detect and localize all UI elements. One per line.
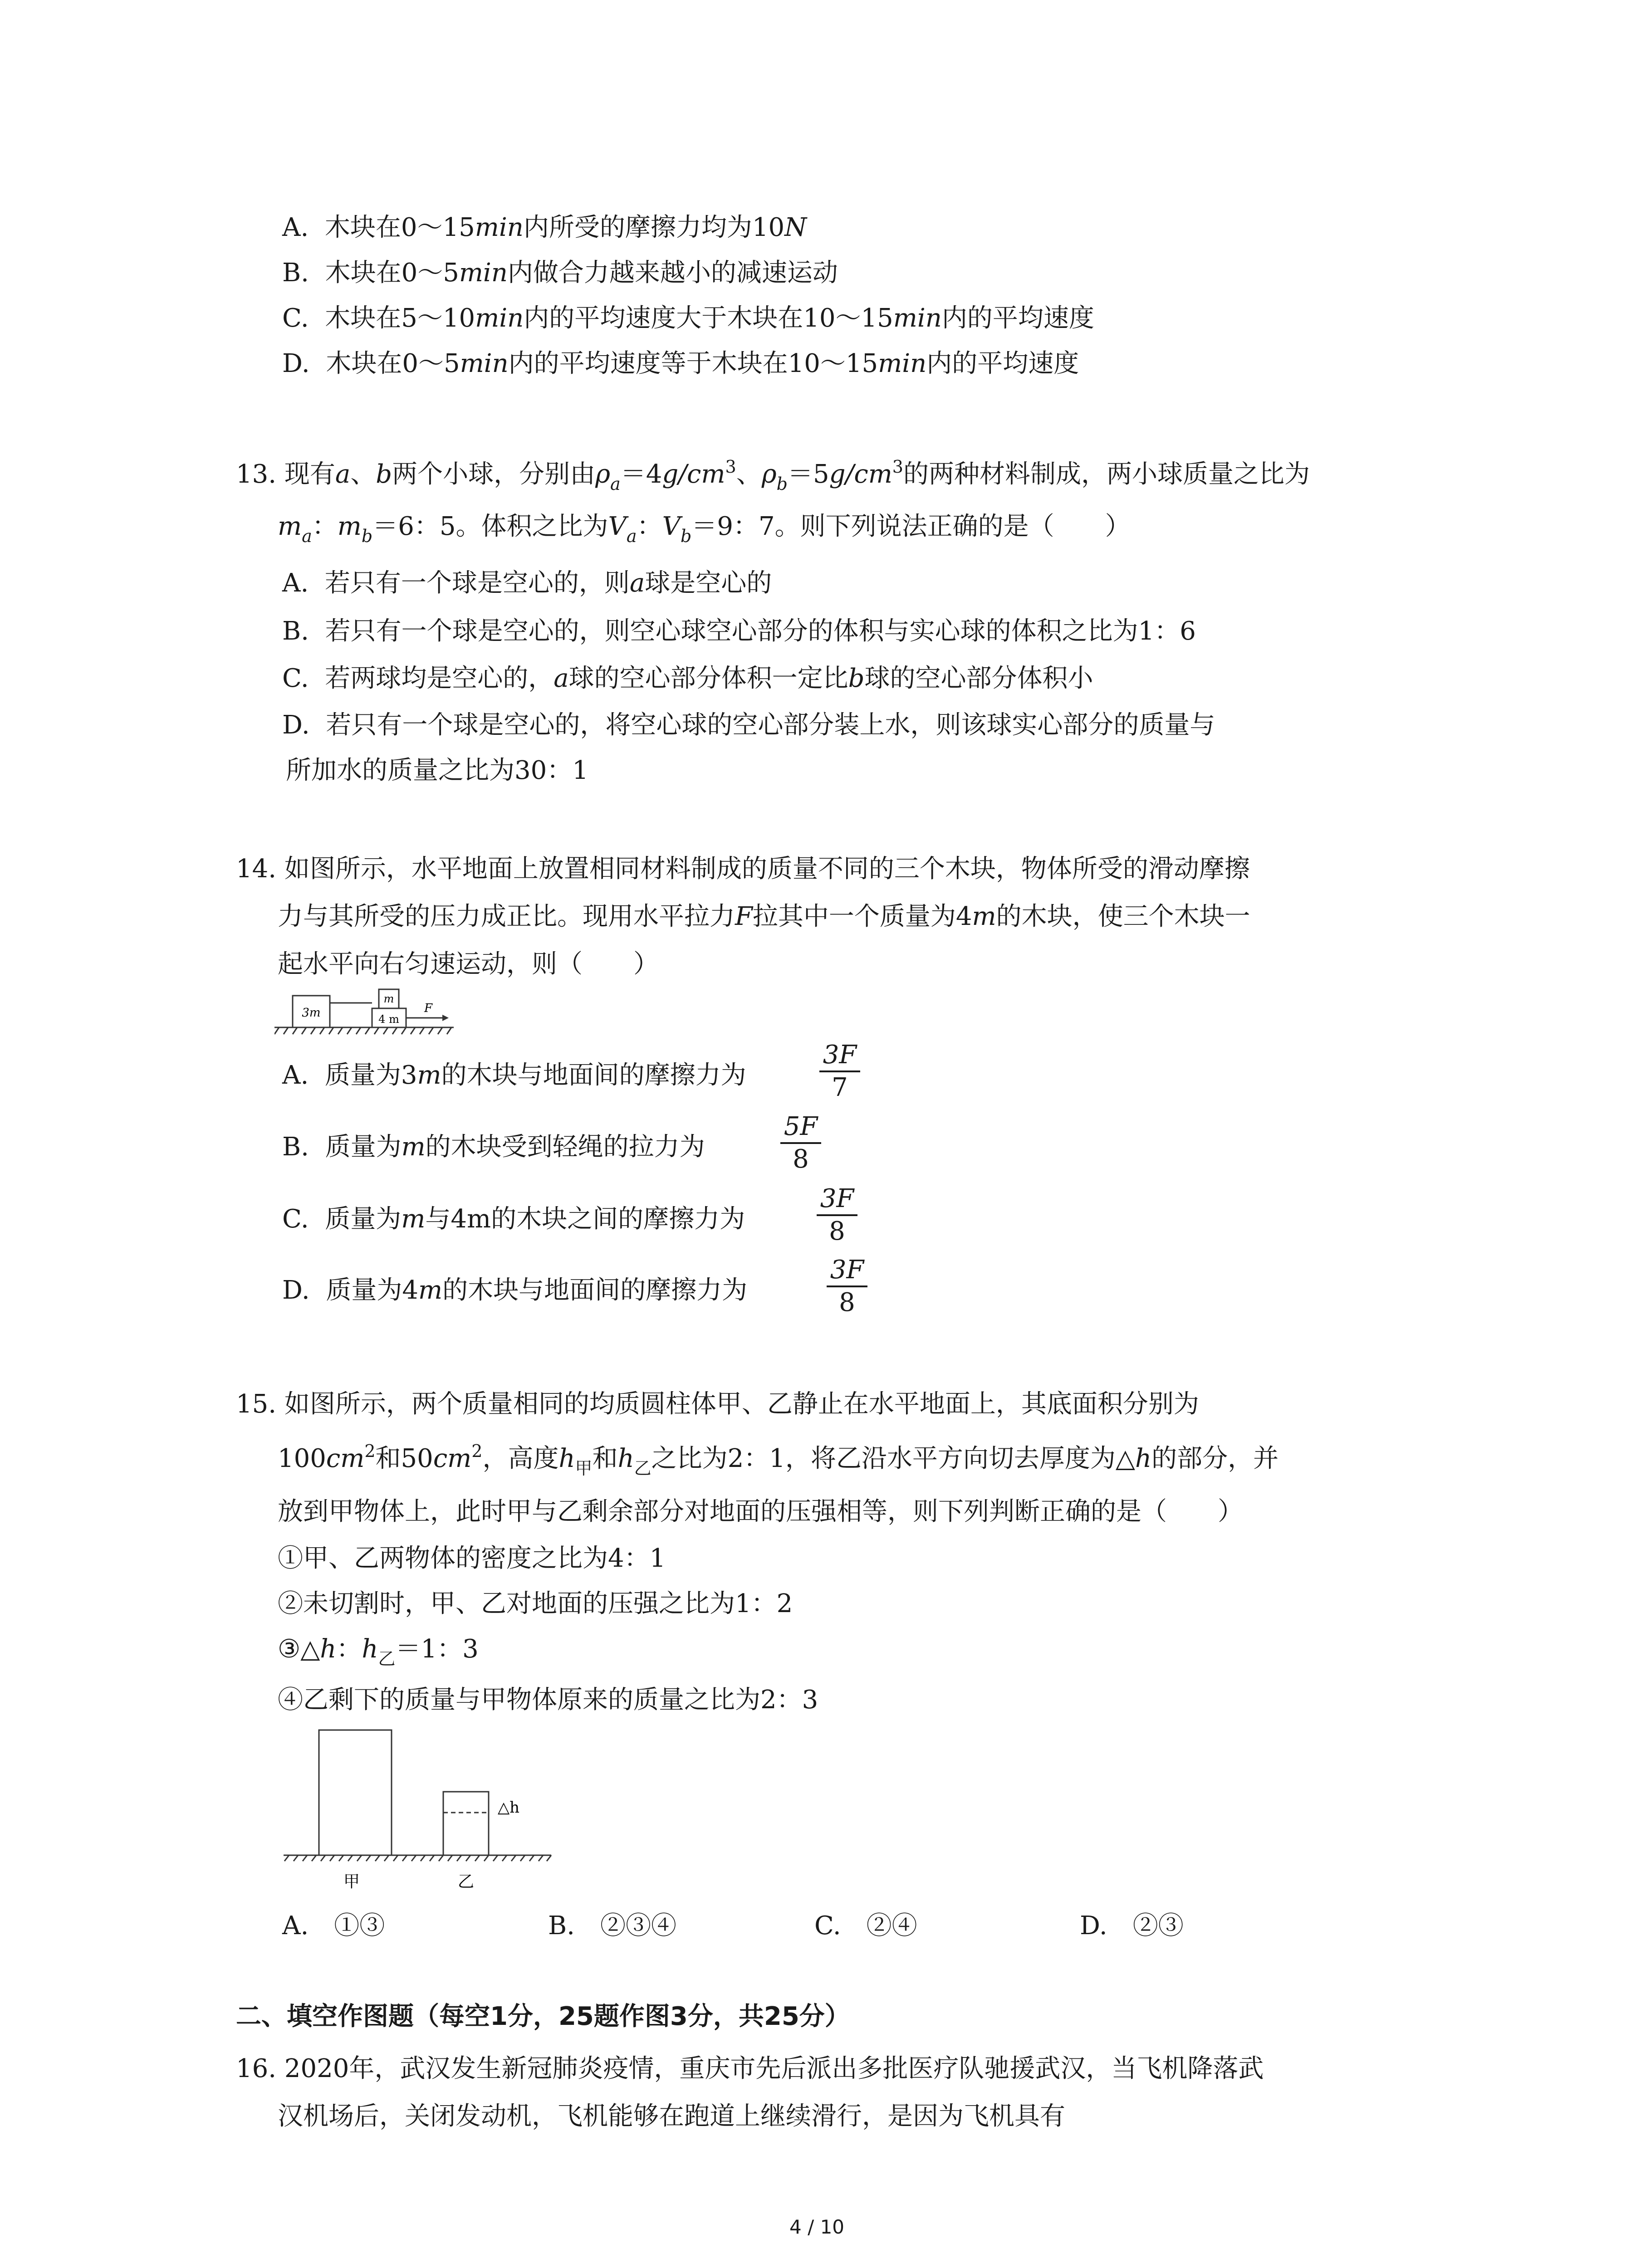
q12-option-d: D. 木块在0～5min内的平均速度等于木块在10～15min内的平均速度	[282, 349, 1079, 378]
q15-option-a: A. ①③	[282, 1911, 385, 1941]
q13-option-a: A. 若只有一个球是空心的，则a球是空心的	[282, 568, 772, 598]
q15-option-b: B. ②③④	[548, 1911, 676, 1941]
q13-stem-line2: $m_a$：$m_b=6$：5。体积之比为$V_a$：$V_b=9$：7。则下列说法正确的是（ ）	[278, 512, 1131, 546]
label-F: F	[424, 1002, 433, 1015]
label-jia: 甲	[343, 1872, 360, 1891]
q12-option-c: C. 木块在5～10min内的平均速度大于木块在10～15min内的平均速度	[282, 303, 1094, 333]
arrow-head-icon	[442, 1015, 449, 1021]
q15-stem-line1: 15. 如图所示，两个质量相同的均质圆柱体甲、乙静止在水平地面上，其底面积分别为	[236, 1389, 1199, 1419]
ground-hatch	[284, 1855, 551, 1861]
q15-statement-3: ③△h：$h_乙=1$：3	[278, 1634, 479, 1669]
q14-option-b-fraction: 5F 8	[780, 1111, 821, 1175]
q15-stem-line3: 放到甲物体上，此时甲与乙剩余部分对地面的压强相等，则下列判断正确的是（ ）	[278, 1497, 1243, 1526]
q13-option-d-line2: 所加水的质量之比为30：1	[286, 756, 588, 785]
option-label: A.	[282, 213, 309, 242]
q13-option-b: B. 若只有一个球是空心的，则空心球空心部分的体积与实心球的体积之比为1：6	[282, 616, 1196, 646]
q15-statement-4: ④乙剩下的质量与甲物体原来的质量之比为2：3	[278, 1685, 818, 1715]
q15-statement-2: ②未切割时，甲、乙对地面的压强之比为1：2	[278, 1589, 793, 1618]
q14-figure	[274, 982, 456, 1050]
label-delta-h: △h	[498, 1799, 520, 1817]
q15-figure	[284, 1724, 565, 1905]
q16-stem-line2: 汉机场后，关闭发动机，飞机能够在跑道上继续滑行，是因为飞机具有	[278, 2102, 1065, 2131]
option-label: C.	[282, 303, 309, 333]
q16-stem-line1: 16. 2020年，武汉发生新冠肺炎疫情，重庆市先后派出多批医疗队驰援武汉，当飞机降落武	[236, 2054, 1264, 2083]
q15-stem-line2: $100cm^2$和$50cm^2$，高度$h_甲$和$h_乙$之比为2：1，将乙沿水平方向切去厚度为△h的部分，并	[278, 1441, 1279, 1478]
page-number: 4 / 10	[789, 2216, 845, 2238]
question-number: 15.	[236, 1389, 277, 1419]
q13-stem-line1: 13. 现有a、b两个小球，分别由$\rho_a=4g/cm^3$、$\rho_b=5g/cm^3$的两种材料制成，两小球质量之比为	[236, 457, 1310, 494]
option-label: D.	[282, 349, 310, 378]
q14-option-b: B. 质量为m的木块受到轻绳的拉力为	[282, 1132, 705, 1162]
q14-stem-line2: 力与其所受的压力成正比。现用水平拉力F拉其中一个质量为4m的木块，使三个木块一	[278, 902, 1250, 931]
ground-hatch	[274, 1027, 454, 1034]
q14-stem-line1: 14. 如图所示，水平地面上放置相同材料制成的质量不同的三个木块，物体所受的滑动摩擦	[236, 854, 1250, 884]
q14-option-a-fraction: 3F 7	[819, 1040, 860, 1103]
q14-option-a: A. 质量为3m的木块与地面间的摩擦力为	[282, 1061, 746, 1090]
section-heading: 二、填空作图题（每空1分，25题作图3分，共25分）	[236, 2002, 850, 2031]
question-number: 16.	[236, 2054, 277, 2083]
q13-option-c: C. 若两球均是空心的，a球的空心部分体积一定比b球的空心部分体积小	[282, 664, 1093, 693]
q12-option-a: A. 木块在0～15min内所受的摩擦力均为10N	[282, 213, 807, 242]
question-number: 13.	[236, 459, 277, 489]
q14-option-d-fraction: 3F 8	[827, 1255, 867, 1318]
q15-option-c: C. ②④	[814, 1911, 917, 1941]
question-number: 14.	[236, 854, 277, 884]
option-label: B.	[282, 258, 309, 288]
label-m: m	[383, 992, 394, 1005]
q14-stem-line3: 起水平向右匀速运动，则（ ）	[278, 949, 659, 979]
q15-option-d: D. ②③	[1080, 1911, 1184, 1941]
q12-option-b: B. 木块在0～5min内做合力越来越小的减速运动	[282, 258, 838, 288]
label-yi: 乙	[457, 1872, 475, 1891]
label-3m: 3m	[302, 1006, 321, 1020]
cylinder-jia	[319, 1730, 392, 1855]
q14-option-c: C. 质量为m与4m的木块之间的摩擦力为	[282, 1204, 745, 1234]
q14-option-d: D. 质量为4m的木块与地面间的摩擦力为	[282, 1276, 748, 1305]
label-4m: 4 m	[378, 1013, 399, 1026]
q13-option-d-line1: D. 若只有一个球是空心的，将空心球的空心部分装上水，则该球实心部分的质量与	[282, 710, 1215, 740]
q14-option-c-fraction: 3F 8	[817, 1183, 857, 1247]
q15-statement-1: ①甲、乙两物体的密度之比为4：1	[278, 1544, 666, 1573]
cylinder-yi	[443, 1792, 489, 1855]
